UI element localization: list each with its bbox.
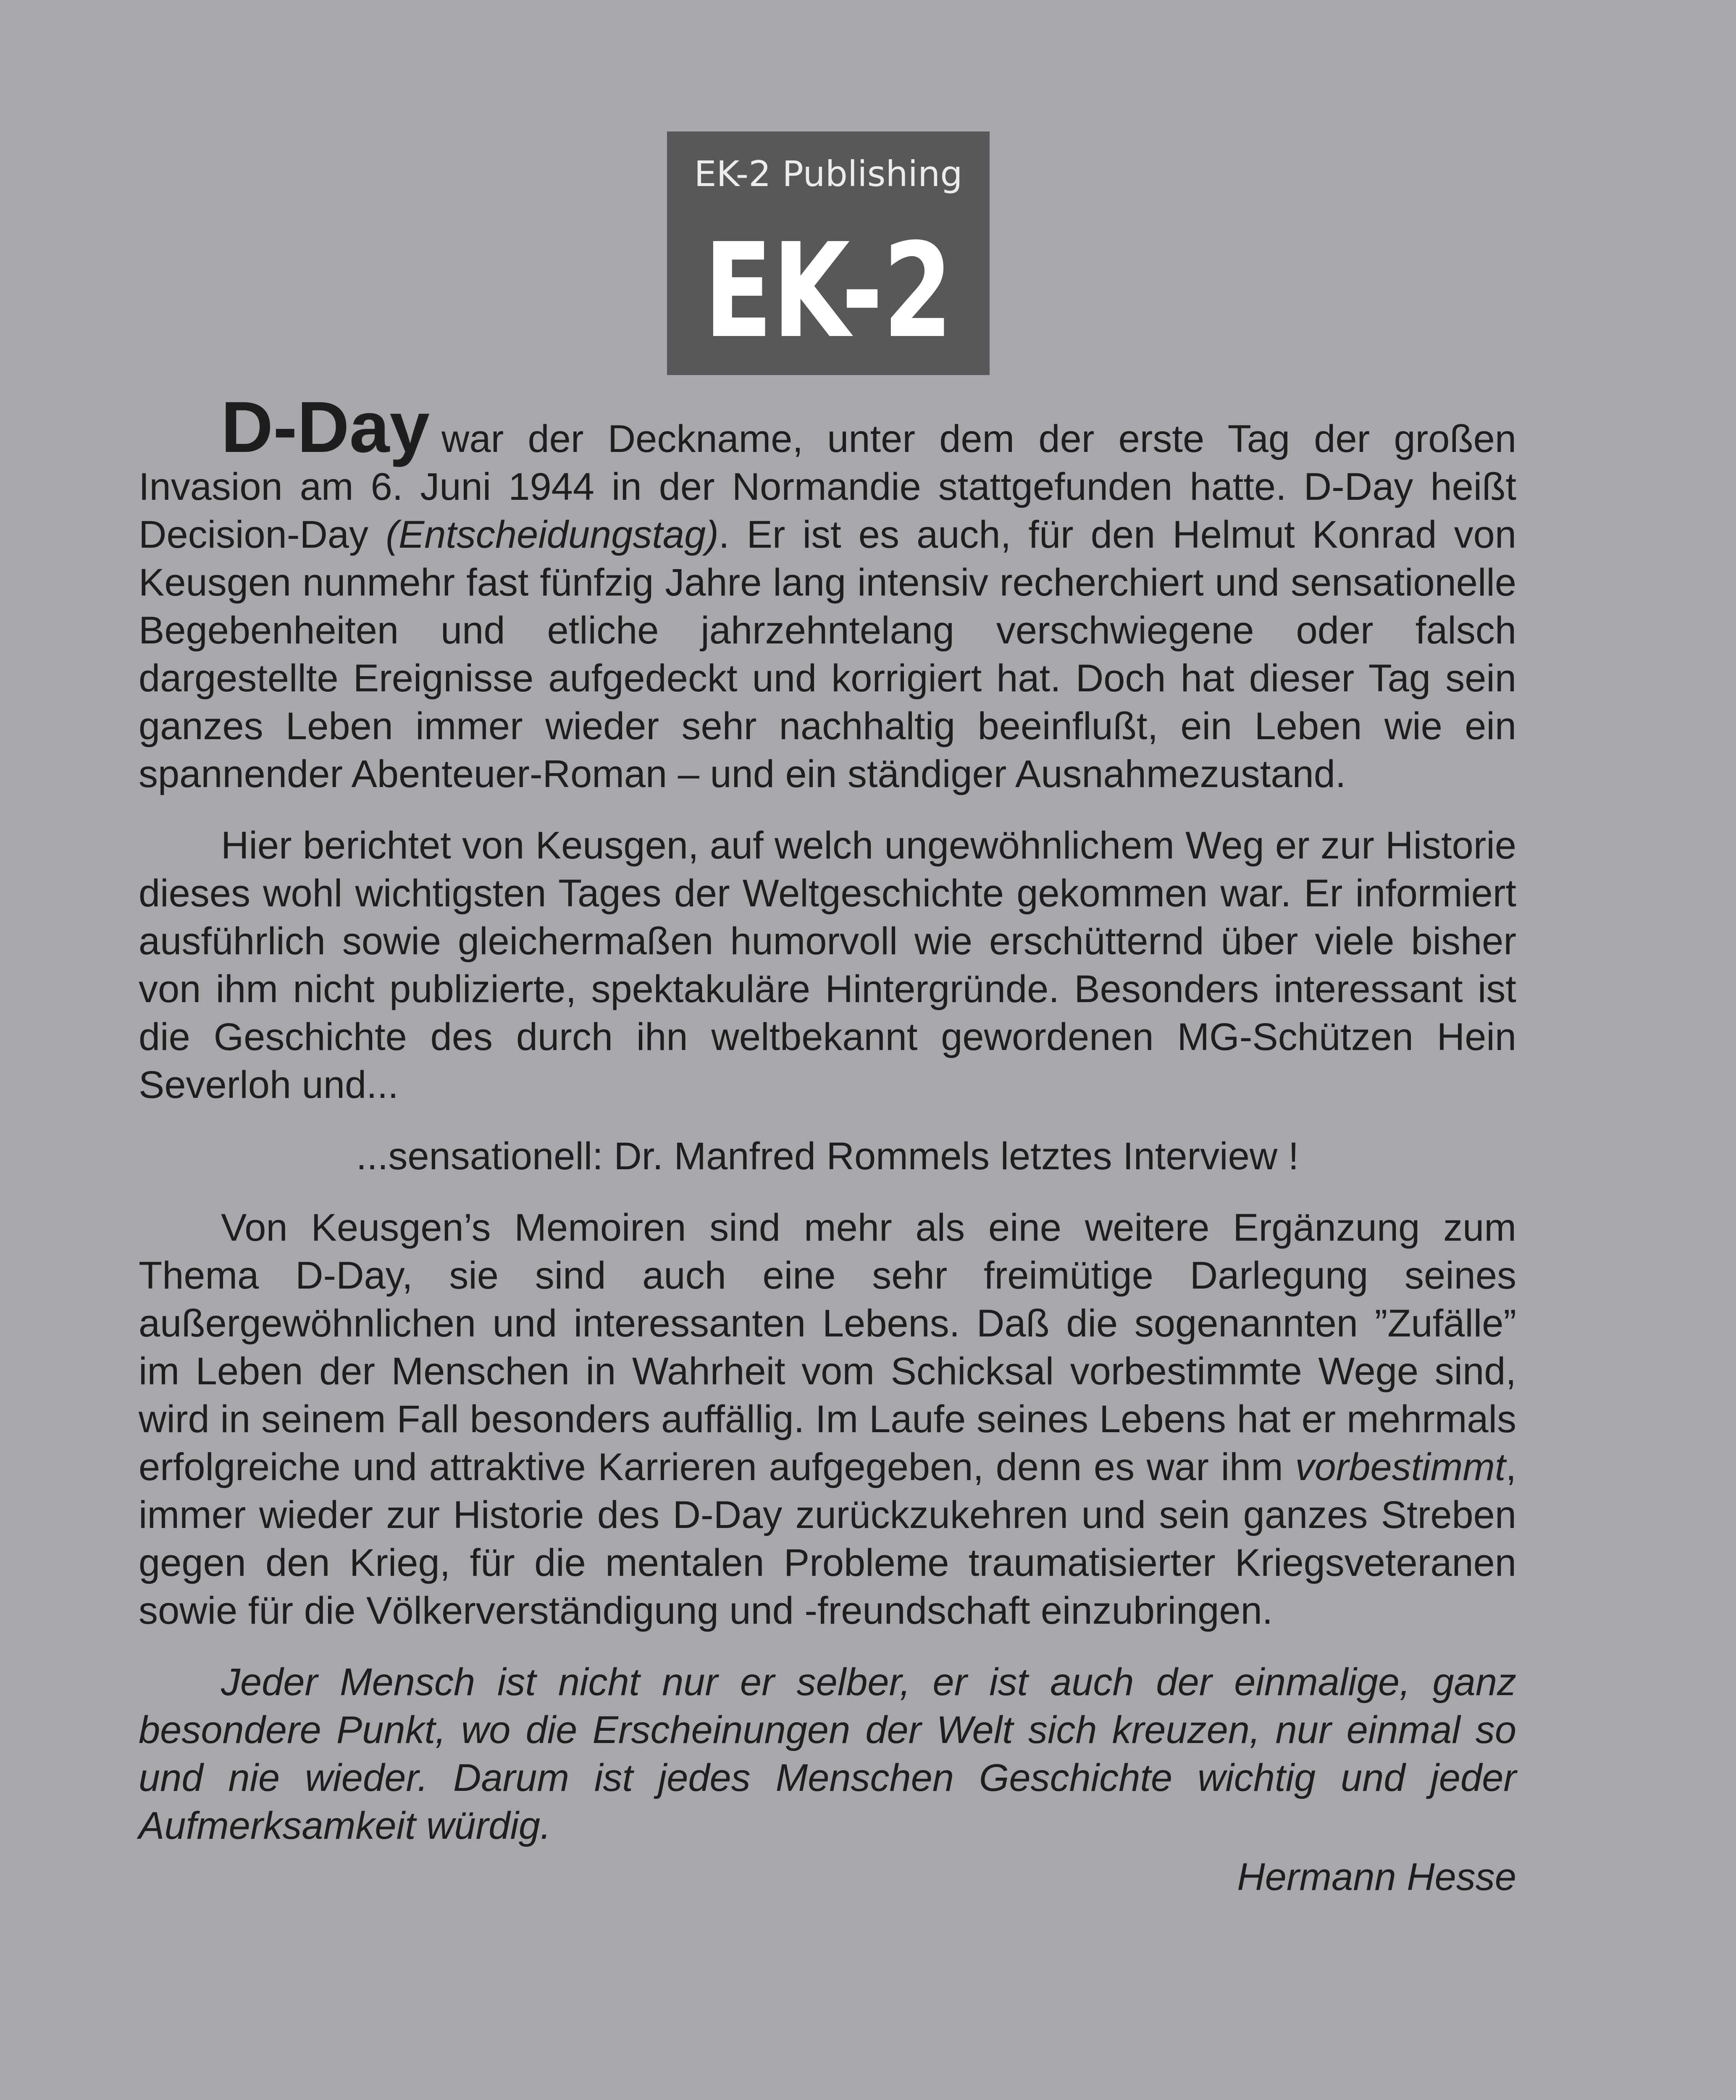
blurb-p1-rest: . Er ist es auch, für den Helmut Konrad von Keusgen nunmehr fast fünfzig Jahre lang intensiv recherchiert und sensationelle Begebenheiten und etliche jahrzehntelang verschwiegene oder falsch dargestellte Ereignisse aufgedeckt und korrigiert hat. Doch hat dieser Tag sein ganzes Leben immer wieder sehr nachhaltig beeinflußt, ein Leben wie ein spannender Abenteuer-Roman – und ein ständiger Ausnahmezustand. (139, 513, 1516, 795)
publisher-logo (667, 131, 990, 375)
blurb-highlight-line: ...sensationell: Dr. Manfred Rommels letztes Interview ! (356, 1135, 1299, 1178)
quote-author: Hermann Hesse (1237, 1856, 1516, 1898)
blurb-lead-word: D-Day (221, 387, 430, 467)
blurb-p3-start: Von Keusgen’s Memoiren sind mehr als eine weitere Ergänzung zum Thema D-Day, sie sind auch eine sehr freimütige Darlegung seines außergewöhnlichen und interessanten Lebens. Daß die sogenannten ”Zufälle” im Leben der Menschen in Wahrheit vom Schicksal vorbestimmte Wege sind, wird in seinem Fall besonders auffällig. Im Laufe seines Lebens hat er mehrmals erfolgreiche und attraktive Karrieren aufgegeben, denn es war ihm (139, 1206, 1516, 1488)
blurb-p3-end: , immer wieder zur Historie des D-Day zurückzukehren und sein ganzes Streben gegen den Krieg, für die mentalen Probleme traumatisierter Kriegsveteranen sowie für die Völkerverständigung und -freundschaft einzubringen. (139, 1446, 1516, 1632)
ek2-logo-mark (704, 215, 953, 367)
blurb-p3-italic: vorbestimmt (1295, 1446, 1506, 1488)
publisher-name: EK-2 Publishing (694, 153, 963, 194)
blurb-paragraph-3 (139, 1204, 1516, 1635)
blurb-p1-italic: (Entscheidungstag) (386, 513, 719, 556)
blurb-paragraph-2: Hier berichtet von Keusgen, auf welch ungewöhnlichem Weg er zur Historie dieses wohl wichtigsten Tages der Weltgeschichte gekommen war. Er informiert ausführlich sowie gleichermaßen humorvoll wie erschütternd über viele bisher von ihm nicht publizierte, spektakuläre Hintergründe. Besonders interessant ist die Geschichte des durch ihn weltbekannt gewordenen MG-Schützen Hein Severloh und... (139, 824, 1516, 1106)
blurb-paragraph-1 (139, 387, 1516, 798)
logo-mark-text: EK-2 (704, 215, 953, 367)
hesse-quote: Jeder Mensch ist nicht nur er selber, er ist auch der einmalige, ganz besondere Punkt, wo die Erscheinungen der Welt sich kreuzen, nur einmal so und nie wieder. Darum ist jedes Menschen Geschichte wichtig und jeder Aufmerksamkeit würdig. (139, 1661, 1516, 1847)
blurb-p1-text: war der Deckname, unter dem der erste Tag der großen Invasion am 6. Juni 1944 in der Normandie stattgefunden hatte. D-Day heißt Decision-Day (139, 417, 1516, 556)
back-cover-blurb (139, 387, 1516, 1901)
